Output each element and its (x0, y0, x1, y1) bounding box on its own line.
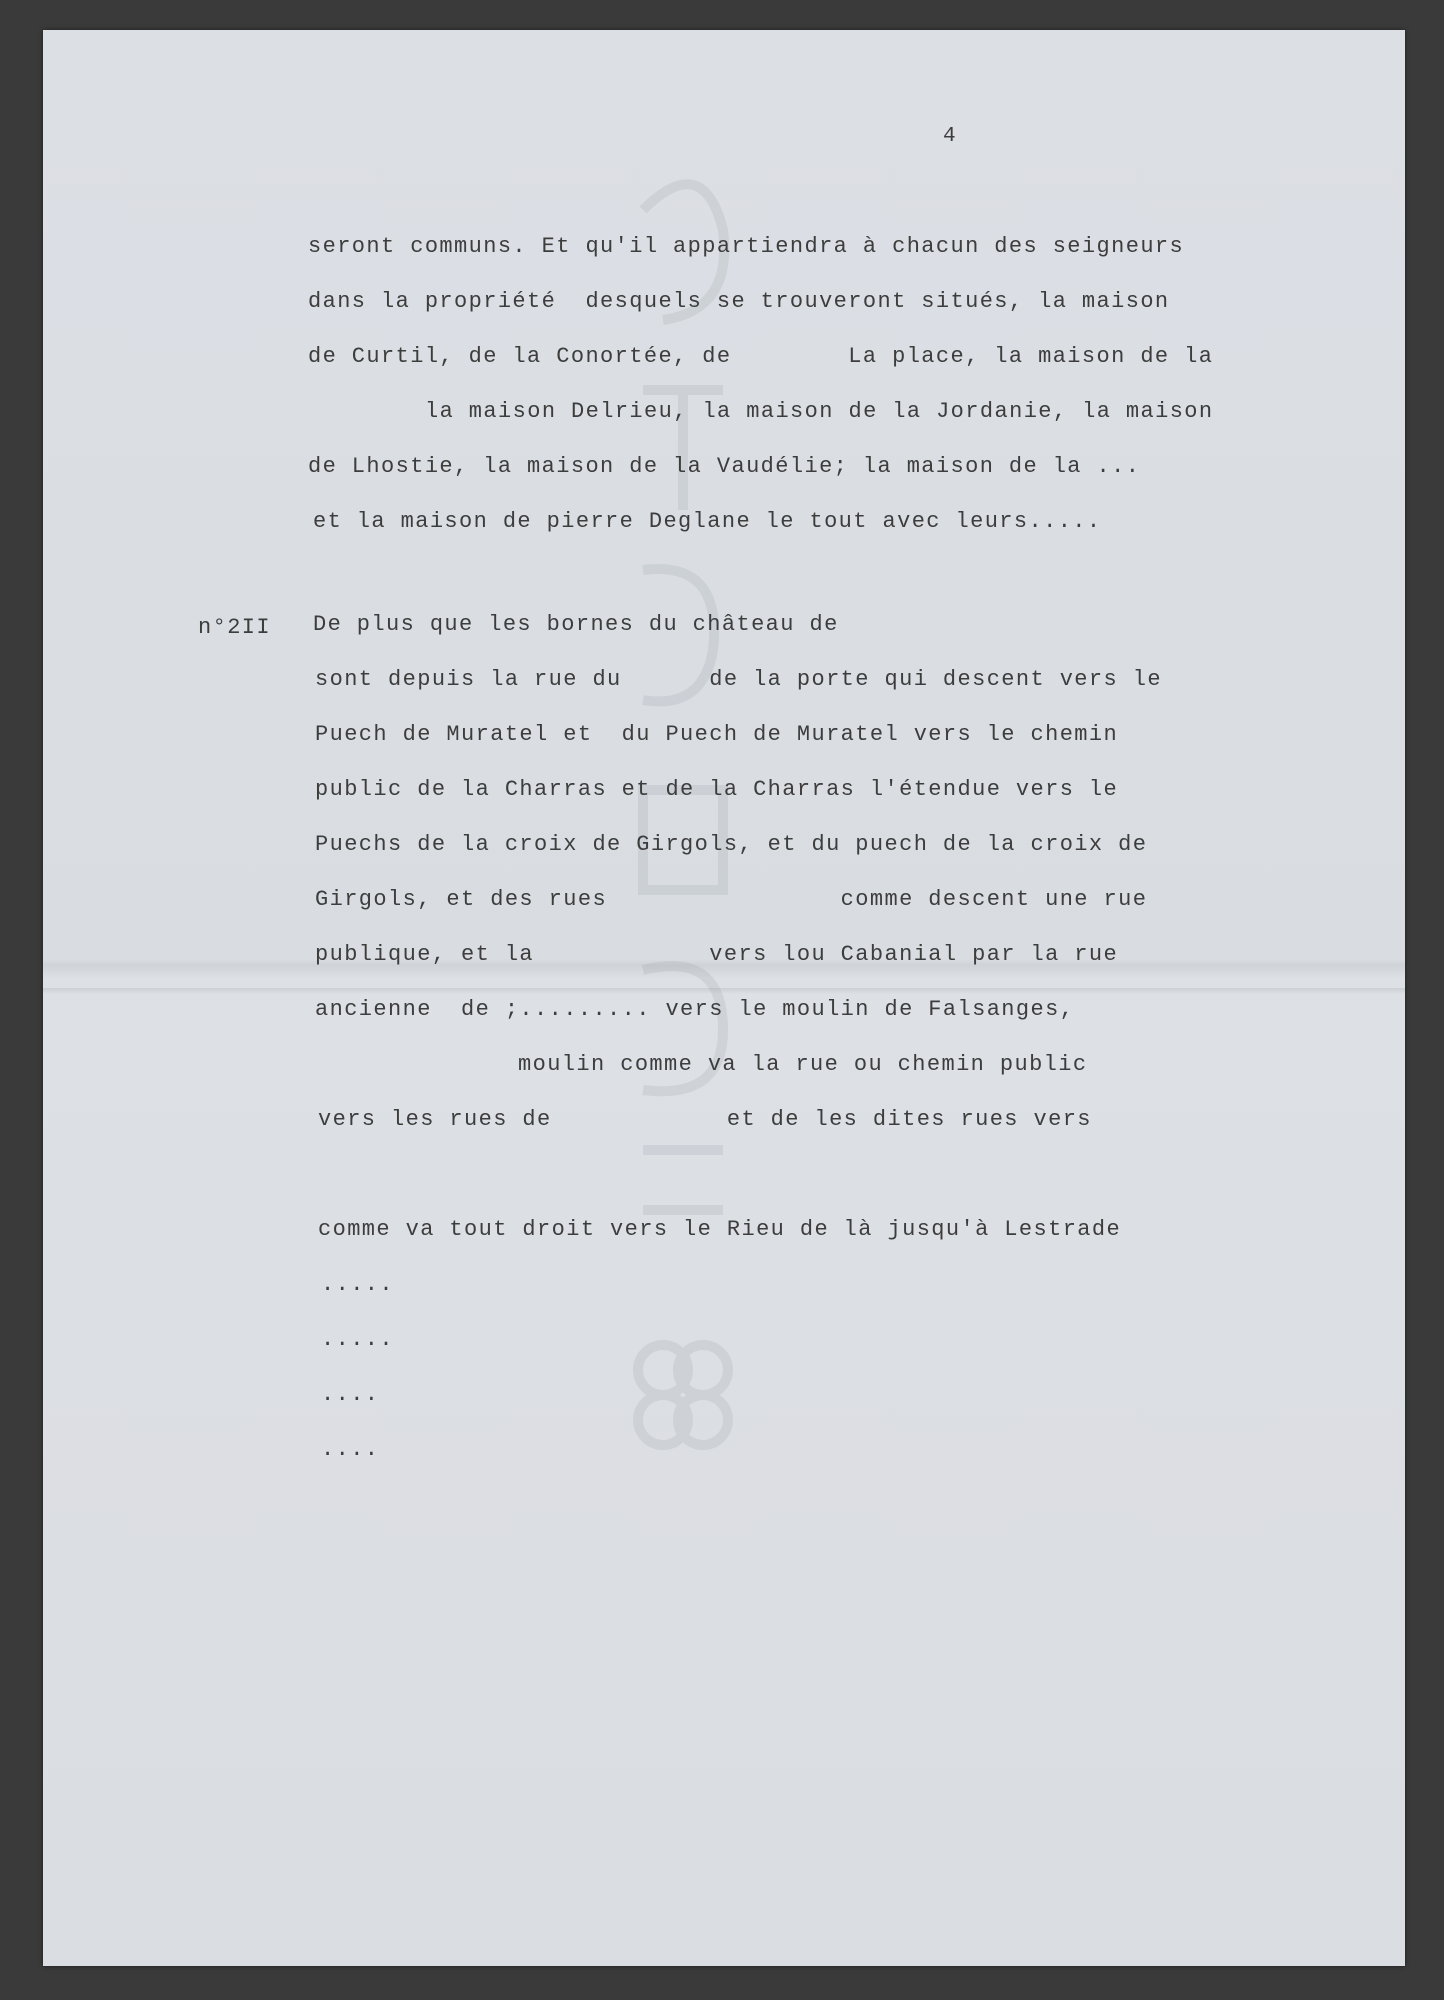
text-line: de Curtil, de la Conortée, de La place, la maison de la (308, 344, 1214, 369)
text-line: seront communs. Et qu'il appartiendra à chacun des seigneurs (308, 234, 1185, 259)
ellipsis-line: ..... (321, 1272, 395, 1297)
text-line: public de la Charras et de la Charras l'étendue vers le (315, 777, 1119, 802)
text-line: vers les rues de et de les dites rues vers (318, 1107, 1092, 1132)
text-line: moulin comme va la rue ou chemin public (518, 1052, 1088, 1077)
text-line: ancienne de ;......... vers le moulin de Falsanges, (315, 997, 1075, 1022)
ellipsis-line: .... (321, 1382, 380, 1407)
text-line: publique, et la vers lou Cabanial par la rue (315, 942, 1119, 967)
text-line: Puech de Muratel et du Puech de Muratel vers le chemin (315, 722, 1119, 747)
text-line: de Lhostie, la maison de la Vaudélie; la maison de la ... (308, 454, 1141, 479)
text-line: comme va tout droit vers le Rieu de là jusqu'à Lestrade (318, 1217, 1122, 1242)
text-line: Girgols, et des rues comme descent une rue (315, 887, 1148, 912)
margin-reference: n°2II (198, 615, 272, 640)
text-line: la maison Delrieu, la maison de la Jordanie, la maison (425, 399, 1214, 424)
ellipsis-line: ..... (321, 1327, 395, 1352)
text-line: et la maison de pierre Deglane le tout avec leurs..... (313, 509, 1102, 534)
text-line: Puechs de la croix de Girgols, et du puech de la croix de (315, 832, 1148, 857)
text-line: dans la propriété desquels se trouveront situés, la maison (308, 289, 1170, 314)
page-number: 4 (943, 125, 958, 148)
ellipsis-line: .... (321, 1437, 380, 1462)
text-line: sont depuis la rue du de la porte qui descent vers le (315, 667, 1162, 692)
text-line: De plus que les bornes du château de (313, 612, 839, 637)
document-page (43, 30, 1405, 1966)
